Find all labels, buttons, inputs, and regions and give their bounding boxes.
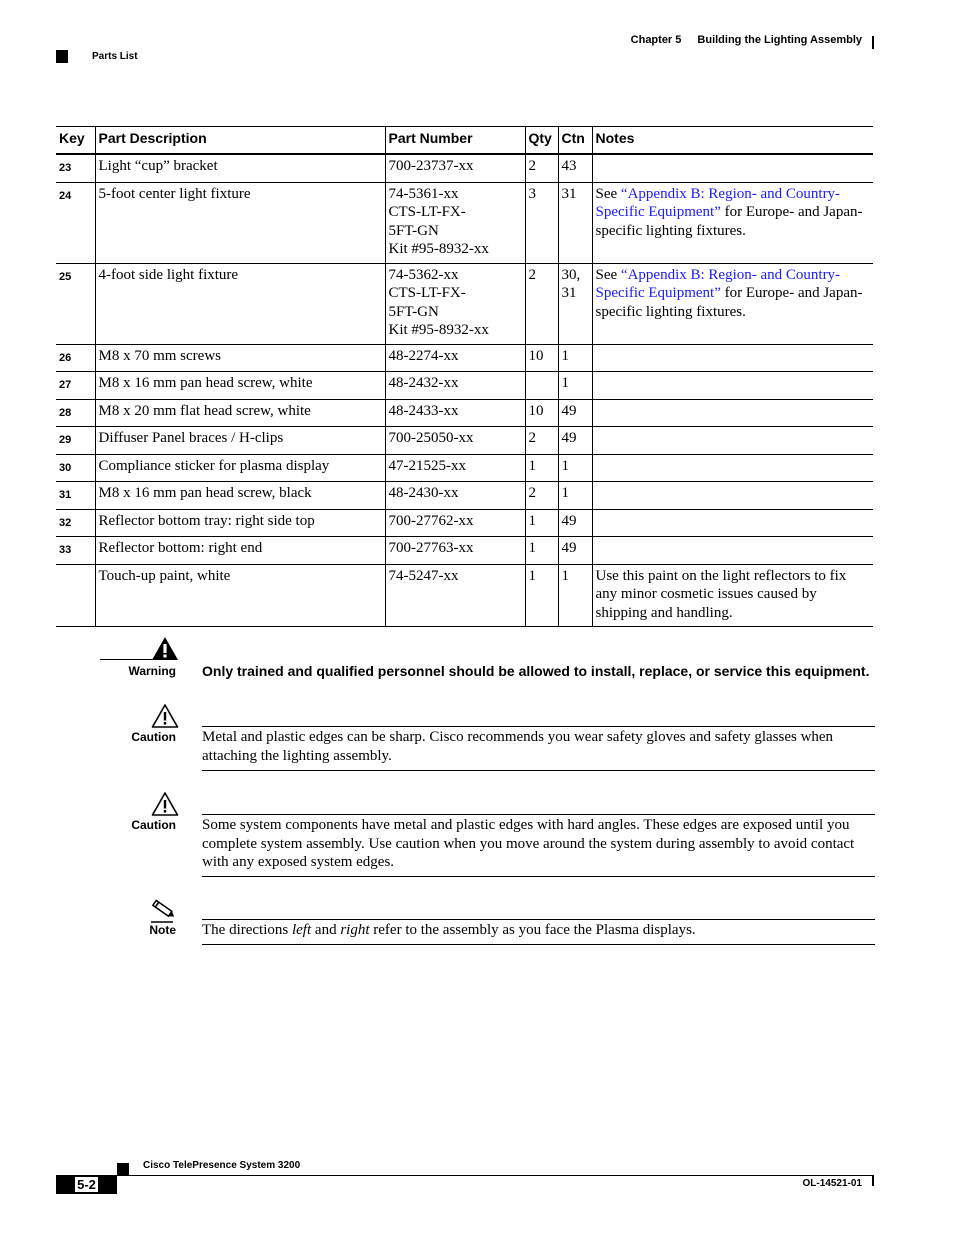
ctn-cell: 49: [558, 537, 592, 565]
pencil-note-icon: [149, 898, 177, 924]
ctn-cell: 1: [558, 372, 592, 400]
caution-label-1: Caution: [131, 730, 176, 744]
part-number-line: 74-5362-xx: [388, 266, 459, 283]
description-cell: M8 x 20 mm flat head screw, white: [95, 399, 385, 427]
part-number-cell: [385, 399, 525, 427]
warning-text: Only trained and qualified personnel should be allowed to install, replace, or service this equipment.: [202, 663, 870, 679]
footer-title: Cisco TelePresence System 3200: [143, 1160, 301, 1171]
part-number-cell: [385, 564, 525, 627]
notes-cell: [592, 454, 873, 482]
col-part-number: Part Number: [385, 127, 525, 155]
part-number-cell: [385, 537, 525, 565]
ctn-cell: 30, 31: [558, 263, 592, 344]
footer-marker: [117, 1163, 129, 1175]
caution-notice-1: [100, 702, 875, 772]
part-number-line: 48-2433-xx: [388, 402, 459, 419]
table-row: [56, 537, 873, 565]
part-number-line: 47-21525-xx: [388, 457, 466, 474]
col-description: Part Description: [95, 127, 385, 155]
key-cell: 27: [56, 372, 95, 400]
notes-text-suffix: for Europe- and Japan-specific lighting fixtures.: [595, 285, 863, 320]
footer-tick: [872, 1176, 874, 1186]
table-row: [56, 154, 873, 182]
ctn-cell: 49: [558, 509, 592, 537]
header-tick: [872, 36, 874, 49]
footer-rule: [117, 1175, 874, 1176]
caution-notice-2: [100, 790, 875, 878]
key-cell: [56, 564, 95, 627]
key-cell: 33: [56, 537, 95, 565]
part-number-cell: [385, 454, 525, 482]
warning-label: Warning: [128, 664, 176, 678]
notes-cell: [592, 537, 873, 565]
doc-number: OL-14521-01: [802, 1178, 862, 1189]
notes-cell: [592, 182, 873, 263]
caution-rule-top-2: [202, 814, 875, 815]
ctn-cell: 49: [558, 399, 592, 427]
qty-cell: 10: [525, 344, 558, 372]
notes-text-suffix: for Europe- and Japan-specific lighting fixtures.: [595, 204, 863, 239]
qty-cell: [525, 372, 558, 400]
key-cell: 24: [56, 182, 95, 263]
ctn-cell: 43: [558, 154, 592, 182]
notes-cell: [592, 372, 873, 400]
header-marker: [56, 50, 68, 62]
table-row: [56, 427, 873, 455]
warning-label-rule: [100, 659, 176, 660]
part-number-line: 700-27762-xx: [388, 512, 474, 529]
caution-text-1: Metal and plastic edges can be sharp. Cisco recommends you wear safety gloves and safety glasses when attaching the lighting assembly.: [202, 729, 834, 764]
ctn-cell: 49: [558, 427, 592, 455]
key-cell: 30: [56, 454, 95, 482]
page-number: [56, 1175, 117, 1194]
header-rule: [56, 62, 68, 63]
qty-cell: 1: [525, 509, 558, 537]
qty-cell: 2: [525, 482, 558, 510]
notes-text: See: [595, 266, 621, 283]
part-number-cell: [385, 154, 525, 182]
key-cell: 29: [56, 427, 95, 455]
notes-cell: [592, 482, 873, 510]
table-row: [56, 263, 873, 344]
note-label: Note: [149, 923, 176, 937]
part-number-cell: [385, 509, 525, 537]
chapter-title: Building the Lighting Assembly: [697, 34, 862, 46]
parts-table-body: [56, 154, 873, 627]
notes-cell: [592, 509, 873, 537]
ctn-cell: 1: [558, 344, 592, 372]
ctn-cell: 31: [558, 182, 592, 263]
notes-cell: [592, 564, 873, 627]
table-row: [56, 344, 873, 372]
description-cell: Diffuser Panel braces / H-clips: [95, 427, 385, 455]
part-number-line: 74-5247-xx: [388, 567, 459, 584]
table-row: [56, 564, 873, 627]
part-number-cell: [385, 372, 525, 400]
caution-label-2: Caution: [131, 818, 176, 832]
note-rule-bottom: [202, 944, 875, 945]
key-cell: 31: [56, 482, 95, 510]
part-number-cell: [385, 344, 525, 372]
key-cell: 23: [56, 154, 95, 182]
appendix-b-link[interactable]: “Appendix B: Region- and Country-Specific Equipment”: [595, 185, 841, 220]
caution-triangle-icon: [151, 791, 179, 817]
ctn-cell: 1: [558, 454, 592, 482]
notes-text: See: [595, 185, 621, 202]
note-text-start: The directions: [202, 922, 292, 938]
qty-cell: 10: [525, 399, 558, 427]
part-number-line: 5FT-GN: [388, 303, 439, 320]
chapter-header: [631, 34, 862, 46]
part-number-line: 48-2432-xx: [388, 375, 459, 391]
parts-table: [56, 126, 873, 627]
note-rule-top: [202, 919, 875, 920]
part-number-cell: [385, 482, 525, 510]
description-cell: Reflector bottom: right end: [95, 537, 385, 565]
description-cell: Reflector bottom tray: right side top: [95, 509, 385, 537]
table-header-row: [56, 127, 873, 155]
notes-cell: [592, 344, 873, 372]
qty-cell: 2: [525, 263, 558, 344]
part-number-line: 74-5361-xx: [388, 185, 459, 202]
qty-cell: 2: [525, 154, 558, 182]
notes-cell: [592, 399, 873, 427]
caution-rule-top-1: [202, 726, 875, 727]
description-cell: Compliance sticker for plasma display: [95, 454, 385, 482]
caution-triangle-icon: [151, 703, 179, 729]
appendix-b-link[interactable]: “Appendix B: Region- and Country-Specific Equipment”: [595, 266, 841, 301]
key-cell: 28: [56, 399, 95, 427]
part-number-cell: [385, 263, 525, 344]
table-row: [56, 372, 873, 400]
part-number-cell: [385, 427, 525, 455]
notes-cell: [592, 154, 873, 182]
notes-text: Use this paint on the light reflectors to fix any minor cosmetic issues caused by shipping and handling.: [595, 567, 847, 621]
qty-cell: 1: [525, 564, 558, 627]
caution-rule-bottom-2: [202, 876, 875, 877]
note-text-mid: and: [311, 922, 341, 938]
qty-cell: 1: [525, 537, 558, 565]
note-term-right: right: [340, 922, 370, 938]
part-number-line: 48-2430-xx: [388, 485, 459, 501]
key-cell: 32: [56, 509, 95, 537]
ctn-cell: 1: [558, 564, 592, 627]
key-cell: 25: [56, 263, 95, 344]
caution-rule-bottom-1: [202, 770, 875, 771]
qty-cell: 3: [525, 182, 558, 263]
part-number-line: 5FT-GN: [388, 222, 439, 239]
section-title: Parts List: [92, 51, 138, 62]
part-number-line: 700-27763-xx: [388, 540, 474, 556]
part-number-cell: [385, 182, 525, 263]
key-cell: 26: [56, 344, 95, 372]
description-cell: M8 x 16 mm pan head screw, black: [95, 482, 385, 510]
part-number-line: CTS-LT-FX-: [388, 204, 466, 220]
part-number-line: 700-25050-xx: [388, 430, 474, 446]
chapter-number: Chapter 5: [630, 34, 682, 46]
part-number-line: 700-23737-xx: [388, 158, 474, 174]
table-row: [56, 399, 873, 427]
note-text: [202, 921, 875, 940]
col-ctn: Ctn: [558, 127, 592, 155]
part-number-line: Kit #95-8932-xx: [388, 241, 489, 257]
table-row: [56, 454, 873, 482]
caution-text-2: Some system components have metal and plastic edges with hard angles. These edges are exposed until you complete system assembly. Use caution when you move around the system during assembly to avoid contact with any exposed system edges.: [202, 817, 855, 870]
part-number-line: CTS-LT-FX-: [388, 285, 466, 301]
note-term-left: left: [291, 922, 312, 938]
description-cell: Light “cup” bracket: [95, 154, 385, 182]
description-cell: 5-foot center light fixture: [95, 182, 385, 263]
part-number-line: Kit #95-8932-xx: [388, 322, 489, 338]
description-cell: 4-foot side light fixture: [95, 263, 385, 344]
warning-notice: [100, 634, 875, 686]
note-text-end: refer to the assembly as you face the Plasma displays.: [369, 922, 696, 938]
description-cell: Touch-up paint, white: [95, 564, 385, 627]
qty-cell: 1: [525, 454, 558, 482]
table-row: [56, 482, 873, 510]
description-cell: M8 x 16 mm pan head screw, white: [95, 372, 385, 400]
notes-cell: [592, 427, 873, 455]
table-row: [56, 182, 873, 263]
col-notes: Notes: [592, 127, 873, 155]
col-key: Key: [56, 127, 95, 155]
page-number-text: 5-2: [77, 1177, 96, 1192]
qty-cell: 2: [525, 427, 558, 455]
table-row: [56, 509, 873, 537]
ctn-cell: 1: [558, 482, 592, 510]
part-number-line: 48-2274-xx: [388, 347, 459, 364]
description-cell: M8 x 70 mm screws: [95, 344, 385, 372]
col-qty: Qty: [525, 127, 558, 155]
notes-cell: [592, 263, 873, 344]
note-notice: [100, 896, 875, 948]
